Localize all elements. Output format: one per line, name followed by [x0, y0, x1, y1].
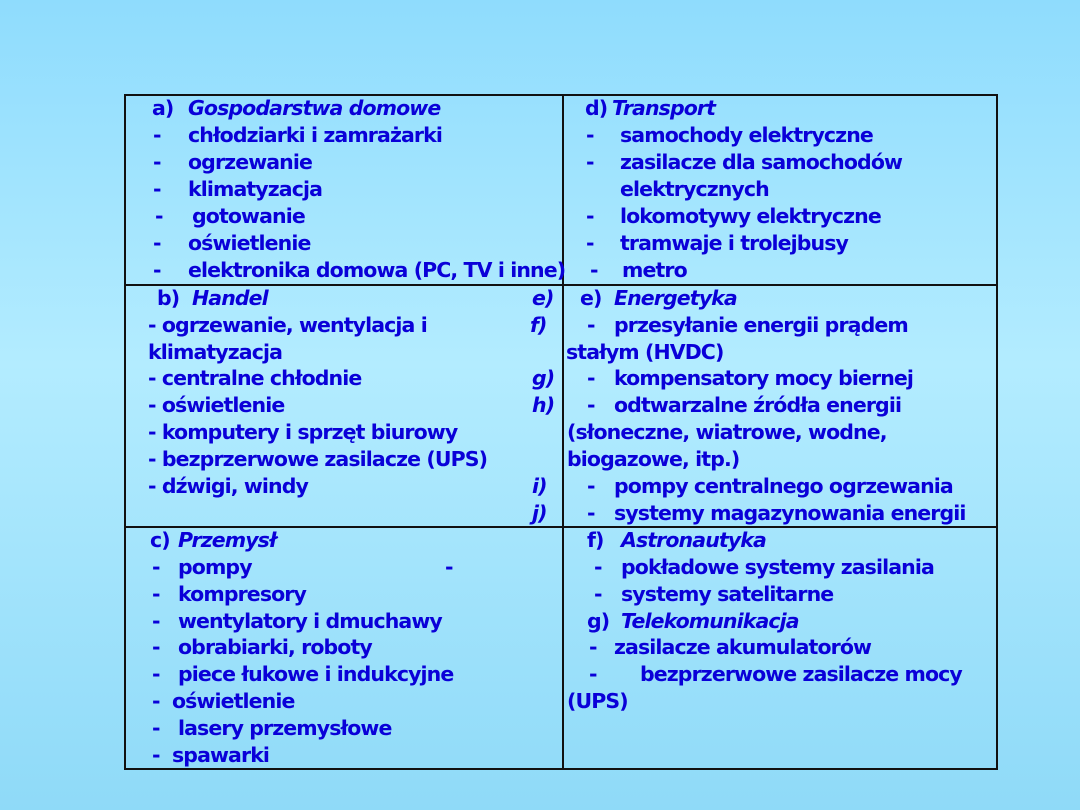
title-transport: Transport — [612, 96, 716, 120]
dash: - — [589, 662, 597, 686]
dash: - — [445, 555, 453, 579]
label-g: g) — [587, 609, 610, 633]
margin-letter: f) — [530, 313, 547, 337]
list-item: - oświetlenie — [148, 393, 285, 417]
dash: - — [594, 555, 602, 579]
list-item: metro — [622, 258, 687, 282]
list-item: odtwarzalne źródła energii — [614, 393, 902, 417]
dash: - — [152, 635, 160, 659]
list-item: - komputery i sprzęt biurowy — [148, 420, 458, 444]
list-item: - dźwigi, windy — [148, 474, 308, 498]
title-trade: Handel — [192, 286, 268, 310]
list-item: chłodziarki i zamrażarki — [188, 123, 442, 147]
title-energy: Energetyka — [614, 286, 737, 310]
list-item: - bezprzerwowe zasilacze (UPS) — [148, 447, 488, 471]
list-item: samochody elektryczne — [620, 123, 873, 147]
list-item: lokomotywy elektryczne — [620, 204, 881, 228]
margin-letter: j) — [532, 501, 547, 525]
list-item: ogrzewanie — [188, 150, 312, 174]
dash: - — [153, 123, 161, 147]
label-b: b) — [157, 286, 180, 310]
list-item: pompy — [178, 555, 252, 579]
list-item: (słoneczne, wiatrowe, wodne, — [567, 420, 887, 444]
dash: - — [587, 474, 595, 498]
list-item: kompresory — [178, 582, 306, 606]
list-item: pokładowe systemy zasilania — [621, 555, 934, 579]
list-item: tramwaje i trolejbusy — [620, 231, 848, 255]
dash: - — [586, 150, 594, 174]
list-item: oświetlenie — [172, 689, 295, 713]
list-item: pompy centralnego ogrzewania — [614, 474, 953, 498]
label-f: f) — [587, 528, 604, 552]
column-divider — [562, 96, 564, 768]
dash: - — [587, 366, 595, 390]
list-item: zasilacze akumulatorów — [614, 635, 872, 659]
title-astronautics: Astronautyka — [621, 528, 766, 552]
dash: - — [586, 231, 594, 255]
margin-letter: e) — [532, 286, 554, 310]
list-item: elektronika domowa (PC, TV i inne) — [188, 258, 566, 282]
dash: - — [152, 662, 160, 686]
dash: - — [152, 555, 160, 579]
dash: - — [152, 582, 160, 606]
dash: - — [153, 150, 161, 174]
list-item: zasilacze dla samochodów — [620, 150, 903, 174]
dash: - — [587, 393, 595, 417]
list-item: systemy satelitarne — [621, 582, 834, 606]
list-item: stałym (HVDC) — [566, 340, 724, 364]
margin-letter: g) — [532, 366, 555, 390]
margin-letter: h) — [532, 393, 555, 417]
list-item: obrabiarki, roboty — [178, 635, 372, 659]
dash: - — [152, 609, 160, 633]
list-item: lasery przemysłowe — [178, 716, 392, 740]
dash: - — [594, 582, 602, 606]
dash: - — [153, 177, 161, 201]
list-item: systemy magazynowania energii — [614, 501, 966, 525]
dash: - — [152, 716, 160, 740]
label-c: c) — [150, 528, 170, 552]
dash: - — [152, 743, 160, 767]
list-item: - centralne chłodnie — [148, 366, 362, 390]
title-households: Gospodarstwa domowe — [188, 96, 441, 120]
title-telecom: Telekomunikacja — [621, 609, 799, 633]
dash: - — [590, 258, 598, 282]
margin-letter: i) — [532, 474, 547, 498]
dash: - — [587, 313, 595, 337]
list-item: wentylatory i dmuchawy — [178, 609, 442, 633]
list-item: - ogrzewanie, wentylacja i — [148, 313, 427, 337]
list-item: gotowanie — [192, 204, 305, 228]
list-item: klimatyzacja — [188, 177, 323, 201]
dash: - — [586, 123, 594, 147]
list-item: elektrycznych — [620, 177, 769, 201]
dash: - — [153, 231, 161, 255]
dash: - — [589, 635, 597, 659]
list-item: oświetlenie — [188, 231, 311, 255]
list-item: piece łukowe i indukcyjne — [178, 662, 454, 686]
list-item: przesyłanie energii prądem — [614, 313, 908, 337]
list-item: (UPS) — [567, 689, 628, 713]
list-item: klimatyzacja — [148, 340, 283, 364]
label-a: a) — [152, 96, 174, 120]
list-item: spawarki — [172, 743, 270, 767]
label-d: d) — [585, 96, 608, 120]
dash: - — [586, 204, 594, 228]
label-e: e) — [580, 286, 602, 310]
list-item: kompensatory mocy biernej — [614, 366, 914, 390]
title-industry: Przemysł — [178, 528, 276, 552]
dash: - — [153, 258, 161, 282]
dash: - — [155, 204, 163, 228]
list-item: bezprzerwowe zasilacze mocy — [640, 662, 962, 686]
dash: - — [587, 501, 595, 525]
dash: - — [152, 689, 160, 713]
list-item: biogazowe, itp.) — [567, 447, 740, 471]
